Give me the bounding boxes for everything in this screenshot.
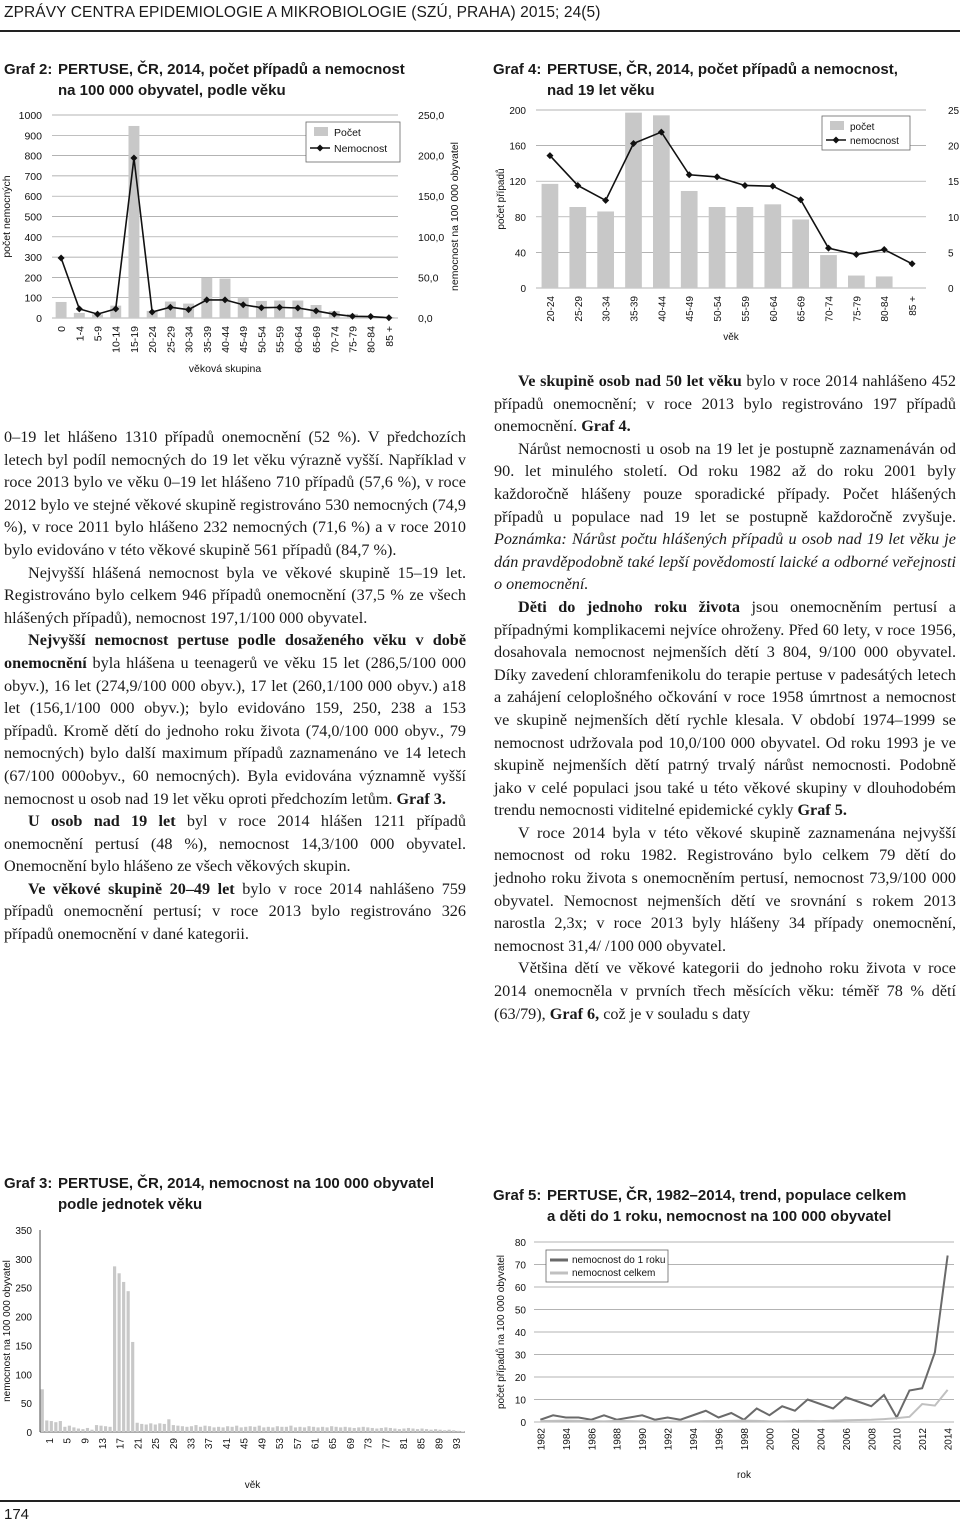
x-tick: 45-49	[685, 296, 697, 322]
x-tick: 17	[115, 1438, 127, 1450]
x-axis-label: věková skupina	[188, 363, 262, 375]
graph2-title-line1: PERTUSE, ČR, 2014, počet případů a nemocnost	[58, 61, 405, 78]
bar	[113, 1266, 116, 1432]
bar	[167, 1419, 170, 1432]
graph3-title-line1: PERTUSE, ČR, 2014, nemocnost na 100 000 obyvatel	[58, 1175, 434, 1192]
y-tick-left: 80	[514, 212, 526, 224]
bar	[127, 1291, 130, 1432]
legend-swatch-bar	[314, 127, 328, 136]
graph2-chart	[0, 100, 470, 390]
x-tick: 9	[80, 1438, 92, 1444]
legend-label-bar: Počet	[334, 127, 361, 139]
bar	[271, 1427, 274, 1432]
y-tick-left: 200	[24, 272, 42, 285]
bar-Počet	[74, 313, 85, 318]
bar	[330, 1426, 333, 1432]
bar	[366, 1427, 369, 1432]
x-tick: 25-29	[165, 326, 178, 353]
x-tick: 85 +	[383, 326, 396, 347]
line-marker	[349, 313, 356, 320]
y-tick-left: 700	[24, 170, 42, 183]
x-tick: 15-19	[128, 326, 141, 353]
bar-počet	[764, 204, 781, 288]
bar	[208, 1426, 211, 1432]
x-tick: 89	[434, 1438, 446, 1450]
line-marker	[797, 196, 804, 203]
x-tick: 25-29	[573, 296, 585, 322]
bar	[425, 1429, 428, 1432]
x-tick: 53	[275, 1438, 287, 1450]
line-marker	[385, 314, 392, 321]
bar	[199, 1427, 202, 1432]
legend-label-infants: nemocnost do 1 roku	[572, 1255, 666, 1266]
bar	[402, 1429, 405, 1432]
x-tick: 2000	[765, 1428, 777, 1451]
bar	[285, 1427, 288, 1432]
bar-počet	[542, 184, 559, 288]
y-tick-left: 500	[24, 211, 42, 224]
y-tick-right: 10	[948, 212, 960, 224]
x-tick: 80-84	[365, 326, 378, 353]
graph3-chart	[0, 1218, 470, 1498]
bar	[50, 1421, 53, 1432]
bar	[307, 1426, 310, 1432]
y-tick-right: 50,0	[418, 272, 439, 285]
bar	[357, 1427, 360, 1432]
y-axis-label-left: počet případů	[496, 168, 507, 230]
bar	[461, 1431, 464, 1432]
bar	[389, 1428, 392, 1432]
header-rule	[0, 30, 960, 32]
y-tick: 60	[514, 1283, 526, 1294]
bar	[81, 1429, 84, 1432]
y-tick: 50	[514, 1305, 526, 1317]
line-marker	[602, 197, 609, 204]
x-tick: 1986	[587, 1428, 599, 1451]
bar-počet	[681, 191, 698, 288]
x-tick: 50-54	[713, 296, 725, 322]
x-tick: 2002	[790, 1428, 802, 1451]
y-tick: 0	[520, 1418, 526, 1429]
bar	[335, 1427, 338, 1432]
bar	[448, 1430, 451, 1432]
bar	[86, 1428, 89, 1432]
line-marker	[367, 313, 374, 320]
bar	[217, 1427, 220, 1432]
x-tick: 60-64	[768, 296, 780, 322]
line-marker	[769, 183, 776, 190]
x-tick: 85 +	[908, 296, 920, 316]
bar	[176, 1426, 179, 1432]
bar	[443, 1430, 446, 1432]
x-tick: 1998	[740, 1428, 751, 1451]
bar-počet	[737, 207, 754, 288]
graph5-title-line1: PERTUSE, ČR, 1982–2014, trend, populace celkem	[547, 1187, 907, 1204]
graph4-title-line2: nad 19 let věku	[547, 82, 655, 99]
bar	[416, 1429, 419, 1432]
bar	[298, 1427, 301, 1432]
x-tick: 2008	[867, 1428, 879, 1451]
bar	[344, 1427, 347, 1432]
x-tick: 35-39	[201, 326, 214, 353]
x-tick: 2004	[816, 1428, 828, 1451]
bar	[203, 1426, 206, 1432]
x-tick: 10-14	[110, 326, 123, 353]
bar	[303, 1427, 306, 1432]
x-axis-label: věk	[723, 332, 739, 343]
y-tick: 50	[20, 1399, 32, 1411]
x-tick: 37	[204, 1438, 216, 1450]
x-tick: 65-69	[311, 326, 324, 353]
line-marker	[714, 173, 721, 180]
x-tick: 70-74	[824, 296, 836, 322]
bar	[393, 1429, 396, 1432]
bar	[457, 1431, 460, 1432]
bar	[434, 1429, 437, 1432]
x-tick: 1992	[663, 1428, 675, 1451]
y-tick-right: 250,0	[418, 110, 445, 122]
bar	[194, 1425, 197, 1432]
y-tick: 300	[15, 1254, 32, 1266]
footer-rule	[0, 1500, 960, 1502]
bar-počet	[820, 255, 837, 288]
x-tick: 65	[328, 1438, 340, 1450]
bar	[181, 1426, 184, 1432]
x-tick: 1988	[612, 1428, 624, 1451]
bar	[59, 1421, 62, 1432]
x-tick: 75-79	[347, 326, 360, 353]
bar	[63, 1427, 66, 1432]
bar	[163, 1424, 166, 1432]
y-tick-left: 160	[509, 141, 526, 153]
x-tick: 33	[186, 1438, 198, 1450]
graph5-chart	[490, 1232, 960, 1494]
y-tick: 80	[514, 1238, 526, 1249]
x-tick: 45-49	[238, 326, 251, 353]
bar	[398, 1429, 401, 1432]
y-tick-left: 40	[514, 248, 526, 260]
y-tick-right: 5	[948, 248, 954, 260]
y-tick-left: 800	[24, 150, 42, 163]
x-tick: 35-39	[629, 296, 641, 322]
legend-label-line: Nemocnost	[334, 143, 388, 155]
y-tick-left: 900	[24, 130, 42, 143]
y-tick: 350	[15, 1226, 32, 1237]
x-tick: 40-44	[657, 296, 669, 322]
x-tick: 55-59	[740, 296, 752, 322]
bar	[104, 1426, 107, 1432]
bar	[41, 1389, 44, 1432]
graph4-chart	[490, 100, 960, 350]
y-tick-left: 0	[36, 313, 42, 325]
x-tick: 93	[452, 1438, 464, 1450]
x-tick: 0	[56, 326, 69, 332]
y-tick-left: 120	[509, 177, 526, 189]
bar	[267, 1427, 270, 1432]
x-tick: 57	[292, 1438, 304, 1450]
line-marker	[825, 245, 832, 252]
bar-počet	[625, 113, 642, 288]
x-tick: 2014	[943, 1428, 955, 1451]
graph2-title-line2: na 100 000 obyvatel, podle věku	[58, 82, 286, 99]
bar	[222, 1427, 225, 1432]
x-tick: 80-84	[880, 296, 892, 322]
bar	[140, 1424, 143, 1432]
x-tick: 55-59	[274, 326, 287, 353]
bar	[149, 1423, 152, 1432]
bar	[312, 1427, 315, 1432]
x-tick: 21	[133, 1438, 145, 1450]
bar	[380, 1428, 383, 1432]
x-axis-label: věk	[244, 1480, 261, 1491]
x-tick: 20-24	[545, 296, 557, 322]
bar	[452, 1430, 455, 1432]
x-tick: 45	[239, 1438, 251, 1450]
y-tick-left: 400	[24, 231, 42, 244]
y-axis-label: počet případů na 100 000 obyvatel	[496, 1254, 507, 1410]
x-tick: 81	[399, 1438, 411, 1450]
x-tick: 61	[310, 1438, 322, 1450]
bar	[253, 1427, 256, 1432]
y-tick-right: 200,0	[418, 150, 445, 163]
y-tick: 70	[514, 1260, 526, 1272]
bar	[262, 1427, 265, 1432]
y-tick-right: 100,0	[418, 231, 445, 244]
x-tick: 75-79	[852, 296, 864, 322]
bar	[384, 1427, 387, 1432]
bar	[411, 1429, 414, 1432]
y-tick-left: 300	[24, 252, 42, 265]
bar	[439, 1430, 442, 1432]
x-tick: 13	[97, 1438, 109, 1450]
y-tick: 40	[514, 1328, 526, 1339]
graph3-label: Graf 3:	[4, 1175, 53, 1192]
x-tick: 30-34	[183, 326, 196, 353]
bar-Počet	[56, 302, 67, 318]
y-tick: 200	[15, 1312, 32, 1324]
bar	[45, 1420, 48, 1432]
x-tick: 85	[416, 1438, 428, 1450]
x-tick: 77	[381, 1438, 393, 1450]
y-tick: 10	[514, 1395, 526, 1407]
bar-počet	[792, 219, 809, 288]
bar	[280, 1427, 283, 1432]
bar	[154, 1424, 157, 1432]
x-tick: 1982	[536, 1428, 548, 1451]
x-tick: 2010	[892, 1428, 904, 1451]
bar	[258, 1426, 261, 1432]
y-axis-label-left: počet nemocných	[1, 175, 13, 258]
legend-label-total: nemocnost celkem	[572, 1268, 656, 1279]
x-tick: 25	[151, 1438, 163, 1450]
y-tick-right: 25	[948, 106, 960, 117]
x-tick: 5-9	[92, 326, 105, 342]
bar	[118, 1273, 121, 1432]
x-tick: 40-44	[220, 326, 232, 353]
graph5-label: Graf 5:	[493, 1187, 542, 1204]
bar-počet	[876, 276, 893, 288]
bar	[231, 1427, 234, 1432]
bar	[321, 1427, 324, 1432]
legend-swatch-bar	[830, 121, 844, 130]
x-tick: 49	[257, 1438, 269, 1450]
bar	[190, 1426, 193, 1432]
bar	[54, 1422, 57, 1432]
y-tick-left: 600	[24, 191, 42, 204]
y-axis-label-right: nemocnost na 100 000 obyvatel	[449, 142, 461, 291]
bar	[375, 1429, 378, 1432]
y-axis-label: nemocnost na 100 000 obyvatel	[2, 1260, 13, 1402]
y-tick-right: 15	[948, 177, 960, 189]
bar	[249, 1426, 252, 1432]
line-marker	[909, 260, 916, 267]
y-tick-right: 150,0	[418, 191, 445, 204]
graph5-title-line2: a děti do 1 roku, nemocnost na 100 000 obyvatel	[547, 1208, 892, 1225]
bar	[95, 1425, 98, 1432]
x-tick: 50-54	[256, 326, 269, 353]
bar	[145, 1424, 148, 1432]
bar	[420, 1429, 423, 1432]
bar	[172, 1425, 175, 1432]
y-tick-left: 200	[509, 106, 526, 117]
bar-počet	[709, 207, 726, 288]
bar	[289, 1426, 292, 1432]
x-tick: 2012	[918, 1428, 930, 1451]
legend-label-bar: počet	[850, 122, 875, 133]
x-tick: 1	[44, 1438, 56, 1444]
x-tick: 69	[345, 1438, 357, 1450]
y-tick: 20	[514, 1373, 526, 1384]
line-marker	[881, 246, 888, 253]
left-column-text: 0–19 let hlášeno 1310 případů onemocnění (52 %). V předchozích letech byl podíl nemocných do 19 let věku výrazně vyšší. Například v roce 2013 bylo ve věku 0–19 let hlášeno 710 případů (57,6 %), v roce 2012 bylo ve stejné věkové skupině registrováno 530 nemocných (74,9 %), v roce 2011 bylo hlášeno 232 nemocných (71,6 %) a v roce 2010 bylo evidováno v této věkové skupině 561 případů (84,7 %). Nejvyšší hlášená nemocnost byla ve věkové skupině 15–19 let. Registrováno bylo celkem 946 případů onemocnění (37,5 % ze všech hlášených případů), nemocnost 197,1/100 000 obyvatel. Nejvyšší nemocnost pertuse podle dosaženého věku v době onemocnění byla hlášena u teenagerů ve věku 15 let (286,5/100 000 obyv.), 16 let (274,9/100 000 obyv.), 17 let (260,1/100 000 obyv.) a18 let (156,1/100 000 obyv.); bylo evidováno 159, 250, 238 a 153 případů. Kromě dětí do jednoho roku života (74,0/100 000 obyv., 79 nemocných) bylo další maximum případů zaznamenáno ve 14 letech (67/100 000obyv., 60 nemocných). Byla evidována významně vyšší nemocnost u osob nad 19 let věku oproti předchozím letům. Graf 3. U osob nad 19 let byl v roce 2014 hlášen 1211 případů onemocnění pertusí (48 %), nemocnost 14,3/100 000 obyvatel. Onemocnění bylo hlášeno ze všech věkových skupin. Ve věkové skupině 20–49 let bylo v roce 2014 nahlášeno 759 případů onemocnění pertusí; v roce 2013 bylo registrováno 326 případů onemocnění v dané kategorii.	[4, 428, 466, 944]
x-tick: 1990	[638, 1428, 650, 1451]
x-tick: 1996	[714, 1428, 726, 1451]
x-tick: 2006	[841, 1428, 853, 1451]
y-tick: 150	[15, 1341, 32, 1353]
bar	[371, 1428, 374, 1432]
x-tick: 73	[363, 1438, 375, 1450]
y-tick: 100	[15, 1370, 32, 1382]
x-tick: 30-34	[601, 296, 613, 322]
bar	[430, 1430, 433, 1432]
bar-počet	[569, 207, 586, 288]
graph4-label: Graf 4:	[493, 61, 542, 78]
bar-počet	[848, 276, 865, 288]
bar	[240, 1427, 243, 1432]
bar	[158, 1423, 161, 1432]
bar	[326, 1427, 329, 1432]
line-marker	[741, 182, 748, 189]
x-tick: 65-69	[796, 296, 808, 322]
bar	[362, 1427, 365, 1432]
x-tick: 41	[221, 1438, 233, 1450]
bar	[136, 1423, 139, 1432]
x-axis-label: rok	[737, 1470, 751, 1481]
bar	[99, 1426, 102, 1432]
x-tick: 1994	[689, 1428, 701, 1451]
y-tick: 30	[514, 1350, 526, 1362]
legend-label-line: nemocnost	[850, 136, 899, 147]
x-tick: 60-64	[292, 326, 305, 353]
bar-počet	[597, 211, 614, 288]
y-tick-left: 100	[24, 292, 42, 305]
x-tick: 20-24	[147, 326, 160, 353]
bar	[226, 1426, 229, 1432]
bar	[407, 1428, 410, 1432]
bar	[108, 1427, 111, 1432]
graph2-label: Graf 2:	[4, 61, 53, 78]
x-tick: 5	[62, 1438, 74, 1444]
y-tick: 250	[15, 1283, 32, 1295]
bar	[72, 1427, 75, 1432]
bar	[316, 1427, 319, 1432]
line-marker	[76, 305, 83, 312]
bar	[77, 1429, 80, 1432]
y-tick-right: 0,0	[418, 313, 433, 325]
bar	[131, 1342, 134, 1432]
bar	[185, 1427, 188, 1432]
running-header: ZPRÁVY CENTRA EPIDEMIOLOGIE A MIKROBIOLOGIE (SZÚ, PRAHA) 2015; 24(5)	[4, 4, 601, 21]
bar	[122, 1282, 125, 1432]
page-number: 174	[4, 1506, 30, 1523]
y-tick-left: 0	[520, 284, 526, 295]
bar	[212, 1427, 215, 1432]
bar	[68, 1426, 71, 1432]
x-tick: 70-74	[329, 326, 342, 353]
x-tick: 1-4	[74, 326, 87, 342]
right-column-text: Ve skupině osob nad 50 let věku bylo v roce 2014 nahlášeno 452 případů onemocnění; v roce 2013 bylo registrováno 197 případů onemocnění. Graf 4. Nárůst nemocnosti u osob na 19 let je postupně zaznamenáván od 90. let minulého století. Od roku 1982 až do roku 2001 byly každoročně hlášeny pouze sporadické případy. Počet hlášených případů u populace nad 19 let se postupně každoročně zvyšuje. Poznámka: Nárůst počtu hlášených případů u osob nad 19 let věku je dán pravděpodobně také lepší povědomostí laické a odborné veřejnosti o onemocnění. Děti do jednoho roku života jsou onemocněním pertusí a případnými komplikacemi nejvíce ohroženy. Před 60 lety, v roce 1956, dosahovala nemocnost nejmenších dětí 3 804, 9/100 000 obyvatel. Díky zavedení chloramfenikolu do terapie pertuse v padesátých letech a zahájení celoplošného očkování v roce 1958 úmrtnost a nemocnost ve skupině nejmenších dětí rychle klesala. V období 1974–1999 se nemocnost udržovala pod 10,0/100 000 obyvatel. Od roku 1993 je ve skupině nejmenších dětí patrný trvalý nárůst nemocnosti. Podobně jako v celé populaci jsou také u této věkové skupiny v dlouhodobém trendu nemocnosti viditelné epidemické cykly Graf 5. V roce 2014 byla v této věkové skupině zaznamenána nejvyšší nemocnost od roku 1982. Registrováno bylo celkem 79 dětí do jednoho roku života s onemocněním pertusí, nemocnost 73,9/100 000 obyvatel. Nemocnost nejmenších dětí ve srovnání s rokem 2013 narostla 2,3x; v roce 2013 byly hlášeny 34 případy onemocnění, nemocnost 31,4/ /100 000 obyvatel. Většina dětí ve věkové kategorii do jednoho roku života v roce 2014 onemocněla v prvních třech měsících věku: téměř 78 % dětí (63/79), Graf 6, což je v souladu s daty	[494, 372, 956, 1023]
y-tick-right: 20	[948, 141, 960, 153]
y-tick: 0	[26, 1428, 32, 1439]
bar	[90, 1430, 93, 1432]
bar	[235, 1426, 238, 1432]
y-tick-right: 0	[948, 284, 954, 295]
line-marker	[58, 254, 65, 261]
bar	[353, 1428, 356, 1432]
bar	[276, 1426, 279, 1432]
bar	[339, 1427, 342, 1432]
y-tick-left: 1000	[18, 110, 42, 122]
bar	[348, 1427, 351, 1432]
x-tick: 29	[168, 1438, 180, 1450]
bar	[244, 1427, 247, 1432]
bar	[294, 1427, 297, 1432]
graph4-title-line1: PERTUSE, ČR, 2014, počet případů a nemocnost,	[547, 61, 898, 78]
x-tick: 1984	[561, 1428, 573, 1451]
graph3-title-line2: podle jednotek věku	[58, 1196, 203, 1213]
